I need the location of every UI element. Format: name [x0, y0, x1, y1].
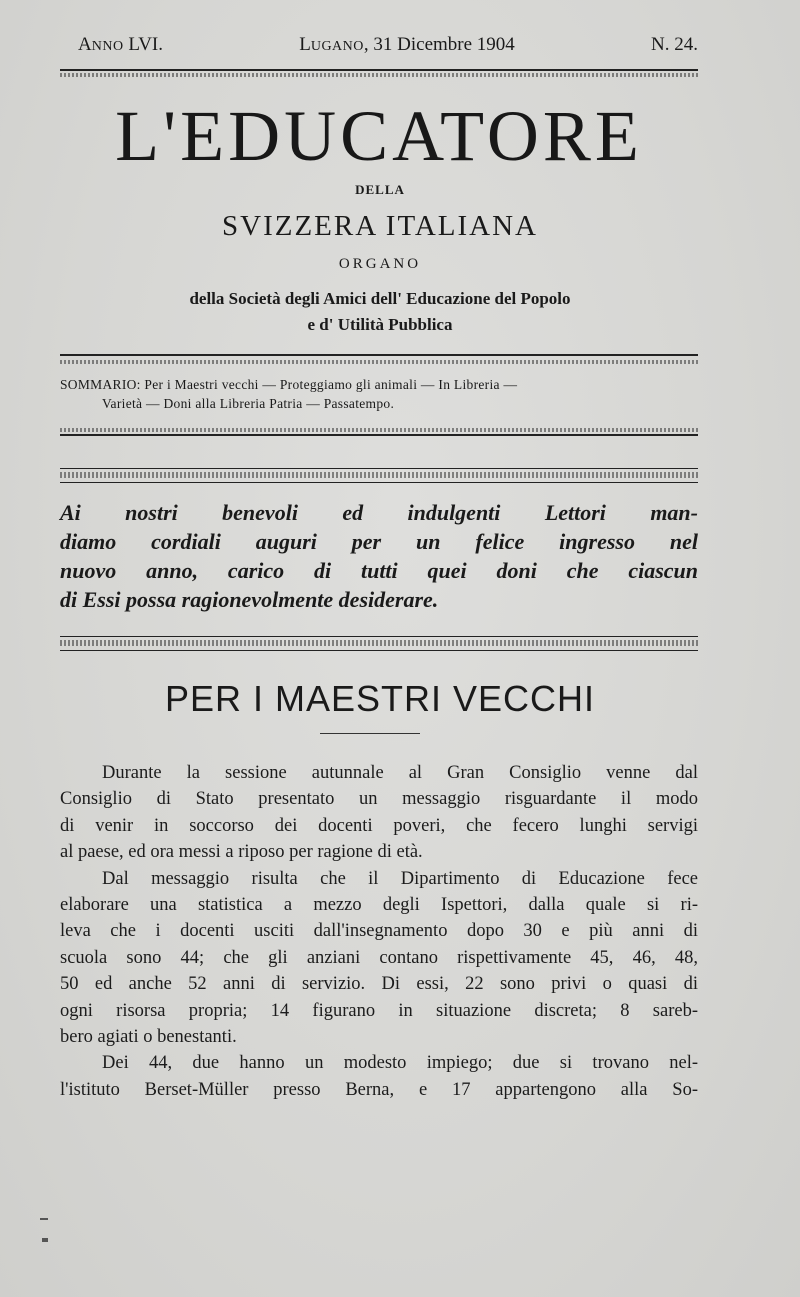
issue-year: ANNO LVI. [78, 34, 163, 55]
article-line: scuola sono 44; che gli anziani contano rispettivamente 45, 46, 48, [60, 947, 698, 968]
article-line: leva che i docenti usciti dall'insegnamento dopo 30 e più anni di [60, 921, 698, 942]
page-speck [42, 1238, 48, 1242]
masthead-della: DELLA [355, 182, 405, 197]
article-line: bero agiati o benestanti. [60, 1027, 237, 1048]
sommario-bottom-ornament [60, 428, 698, 432]
article-line: al paese, ed ora messi a riposo per ragione di età. [60, 842, 423, 863]
header-ornament-rule [60, 73, 698, 77]
article-line: elaborare una statistica a mezzo degli Ispettori, dalla quale si ri- [60, 895, 698, 916]
article-title: PER I MAESTRI VECCHI [164, 678, 596, 719]
sommario-line-1: SOMMARIO: Per i Maestri vecchi — Proteggiamo gli animali — In Libreria — [60, 377, 518, 392]
society-line-1: della Società degli Amici dell' Educazione del Popolo [189, 289, 571, 308]
greeting-top-rule-2 [60, 482, 698, 483]
article-line: 50 ed anche 52 anni di servizio. Di essi, 22 sono privi o quasi di [60, 974, 698, 995]
greeting-top-rule-1 [60, 468, 698, 469]
sommario [60, 375, 698, 413]
society-line-2: e d' Utilità Pubblica [307, 315, 453, 334]
sommario-top-rule [60, 354, 698, 356]
article-line: Durante la sessione autunnale al Gran Consiglio venne dal [102, 763, 698, 783]
sommario-bottom-rule [60, 434, 698, 436]
article-line: di venir in soccorso dei docenti poveri, che fecero lunghi servigi [60, 815, 698, 836]
sommario-top-ornament [60, 360, 698, 364]
greeting-bottom-rule-1 [60, 636, 698, 637]
article-line: Dal messaggio risulta che il Dipartimento di Educazione fece [102, 868, 698, 889]
article-line: Consiglio di Stato presentato un messaggio risguardante il modo [60, 789, 698, 810]
greeting-top-ornament [60, 472, 698, 478]
greeting-bottom-ornament [60, 640, 698, 646]
greeting-line: diamo cordiali auguri per un felice ingresso nel [60, 529, 698, 554]
article-line: ogni risorsa propria; 14 figurano in situazione discreta; 8 sareb- [60, 1000, 698, 1021]
sommario-line-2: Varietà — Doni alla Libreria Patria — Passatempo. [102, 396, 395, 411]
article-line: Dei 44, due hanno un modesto impiego; due si trovano nel- [102, 1053, 698, 1074]
masthead-organo: ORGANO [338, 256, 422, 272]
header-rule [60, 69, 698, 71]
greeting-line: di Essi possa ragionevolmente desiderare. [60, 587, 439, 612]
greeting-bottom-rule-2 [60, 650, 698, 651]
masthead-title: L'EDUCATORE [115, 96, 643, 176]
masthead-subtitle: SVIZZERA ITALIANA [222, 210, 538, 242]
issue-header [78, 34, 698, 56]
article-title-rule [320, 733, 420, 734]
new-year-greeting [60, 498, 698, 614]
greeting-line: Ai nostri benevoli ed indulgenti Lettori man- [60, 500, 698, 525]
masthead-society [0, 286, 760, 338]
issue-number: N. 24. [651, 34, 698, 55]
issue-date: LUGANO, 31 Dicembre 1904 [299, 34, 515, 55]
greeting-line: nuovo anno, carico di tutti quei doni che ciascun [60, 558, 698, 583]
article-line: l'istituto Berset-Müller presso Berna, e 17 appartengono alla So- [60, 1079, 698, 1100]
page-speck [40, 1218, 48, 1220]
article-body [60, 760, 698, 1103]
